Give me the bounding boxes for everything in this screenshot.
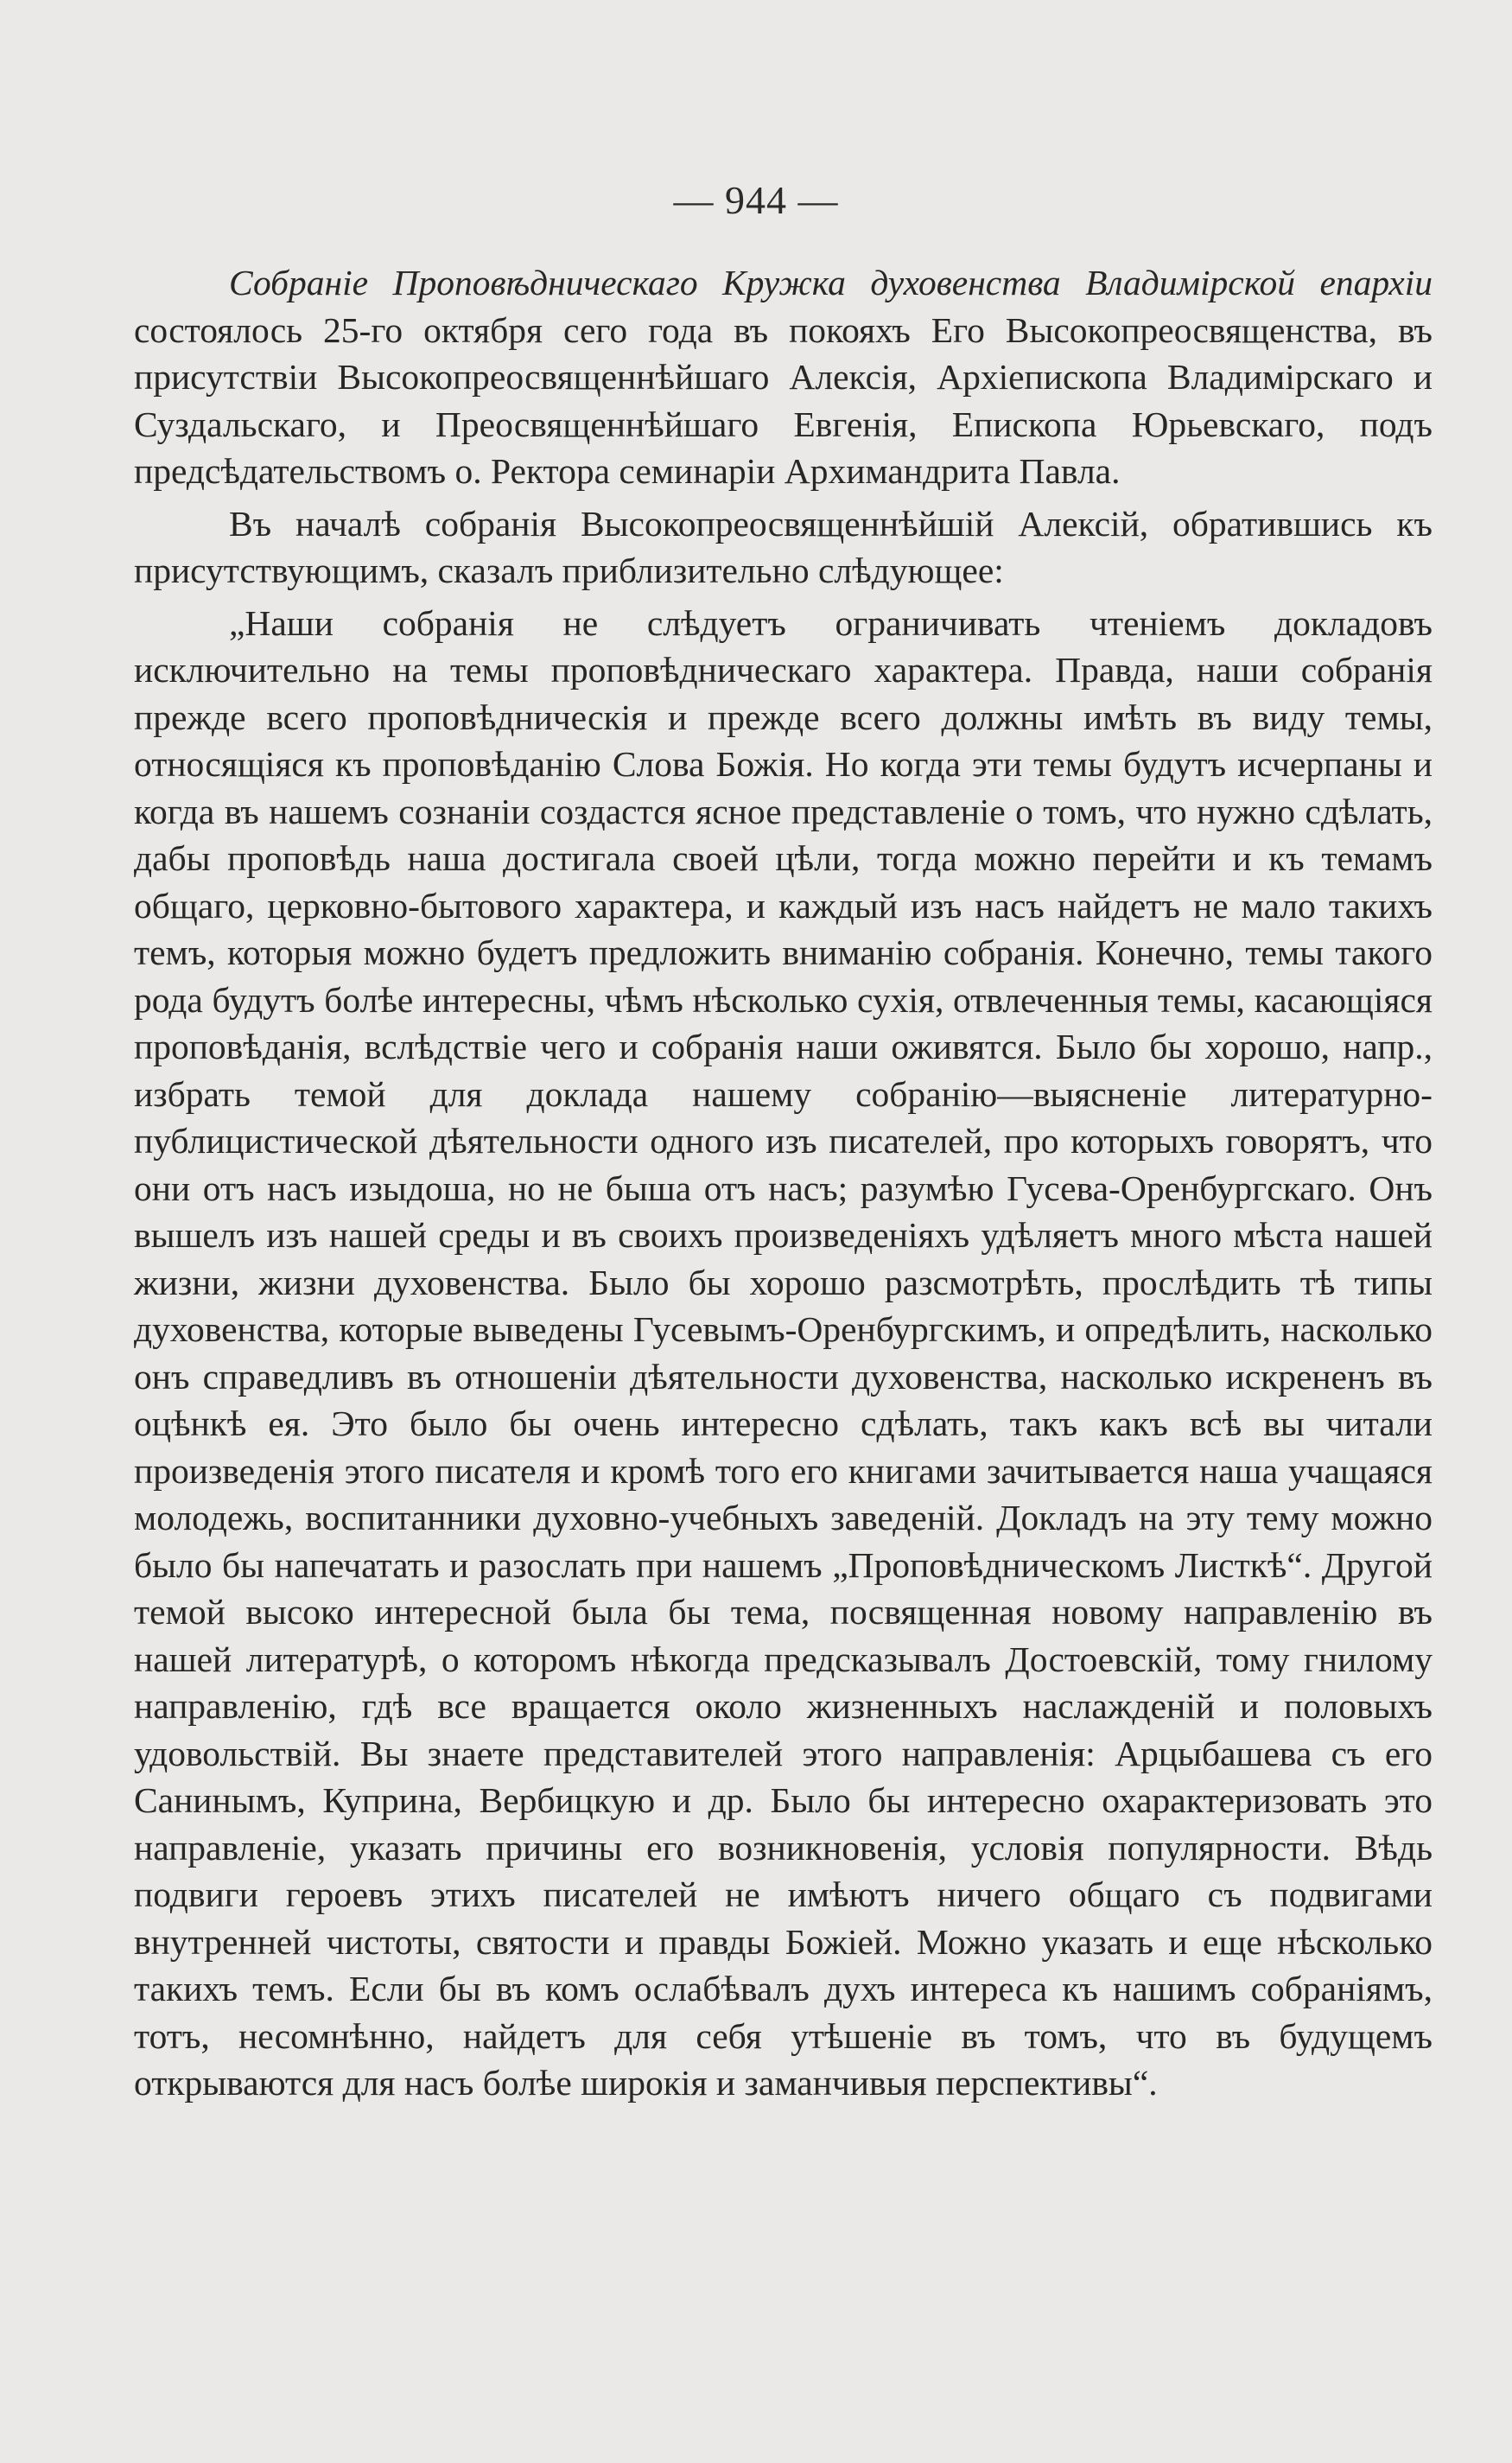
paragraph-3-text: „Наши собранія не слѣдуетъ ограничивать чтеніемъ докладовъ исключительно на темы проповѣдническаго характера. Правда, наши собранія прежде всего проповѣдническія и прежде всего должны имѣть въ виду темы, относящіяся къ проповѣданію Слова Божія. Но когда эти темы будутъ исчерпаны и когда въ нашемъ сознаніи создастся ясное представленіе о томъ, что нужно сдѣлать, дабы проповѣдь наша достигала своей цѣли, тогда можно перейти и къ темамъ общаго, церковно-бытового характера, и каждый изъ насъ найдетъ не мало такихъ темъ, которыя можно будетъ предложить вниманію собранія. Конечно, темы такого рода будутъ болѣе интересны, чѣмъ нѣсколько сухія, отвлеченныя темы, касающіяся проповѣданія, вслѣдствіе чего и собранія наши оживятся. Было бы хорошо, напр., избрать темой для доклада нашему собранію—выясненіе литературно-публицистической дѣятельности одного изъ писателей, про которыхъ говорятъ, что они отъ насъ изыдоша, но не быша отъ насъ; разумѣю Гусева-Оренбургскаго. Онъ вышелъ изъ нашей среды и въ своихъ произведеніяхъ удѣляетъ много мѣста нашей жизни, жизни духовенства. Было бы хорошо разсмотрѣть, прослѣдить тѣ типы духовенства, которые выведены Гусевымъ-Оренбургскимъ, и опредѣлить, насколько онъ справедливъ въ отношеніи дѣятельности духовенства, насколько искрененъ въ оцѣнкѣ ея. Это было бы очень интересно сдѣлать, такъ какъ всѣ вы читали произведенія этого писателя и кромѣ того его книгами зачитывается наша учащаяся молодежь, воспитанники духовно-учебныхъ заведеній. Докладъ на эту тему можно было бы напечатать и разослать при нашемъ „Проповѣдническомъ Листкѣ“. Другой темой высоко интересной была бы тема, посвященная новому направленію въ нашей литературѣ, о которомъ нѣкогда предсказывалъ Достоевскій, тому гнилому направленію, гдѣ все вращается около жизненныхъ наслажденій и половыхъ удовольствій. Вы знаете представителей этого направленія: Арцыбашева съ его Санинымъ, Куприна, Вербицкую и др. Было бы интересно охарактеризовать это направленіе, указать причины его возникновенія, условія популярности. Вѣдь подвиги героевъ этихъ писателей не имѣютъ ничего общаго съ подвигами внутренней чистоты, святости и правды Божіей. Можно указать и еще нѣсколько такихъ темъ. Если бы въ комъ ослабѣвалъ духъ интереса къ нашимъ собраніямъ, тотъ, несомнѣнно, найдетъ для себя утѣшеніе въ томъ, что въ будущемъ открываются для насъ болѣе широкія и заманчивыя перспективы“. bbox=[134, 602, 1433, 2103]
page-number: — 944 — bbox=[673, 178, 839, 222]
paragraph-1-italic-lead: Собраніе Проповѣдническаго Кружка духовенства Владимірской епархіи bbox=[229, 263, 1433, 302]
paragraph-3 bbox=[134, 600, 1433, 2107]
paragraph-2 bbox=[134, 500, 1433, 595]
paragraph-1 bbox=[134, 259, 1433, 495]
paragraph-1-text: состоялось 25-го октября сего года въ покояхъ Его Высокопреосвященства, въ присутствіи Высокопреосвященнѣйшаго Алексія, Архіепископа Владимірскаго и Суздальскаго, и Преосвященнѣйшаго Евгенія, Епископа Юрьевскаго, подъ предсѣдательствомъ о. Ректора семинаріи Архимандрита Павла. bbox=[134, 309, 1433, 491]
body-text bbox=[134, 259, 1433, 2112]
paragraph-2-text: Въ началѣ собранія Высокопреосвященнѣйшій Алексій, обратившись къ присутствующимъ, сказалъ приблизительно слѣдующее: bbox=[134, 503, 1433, 590]
